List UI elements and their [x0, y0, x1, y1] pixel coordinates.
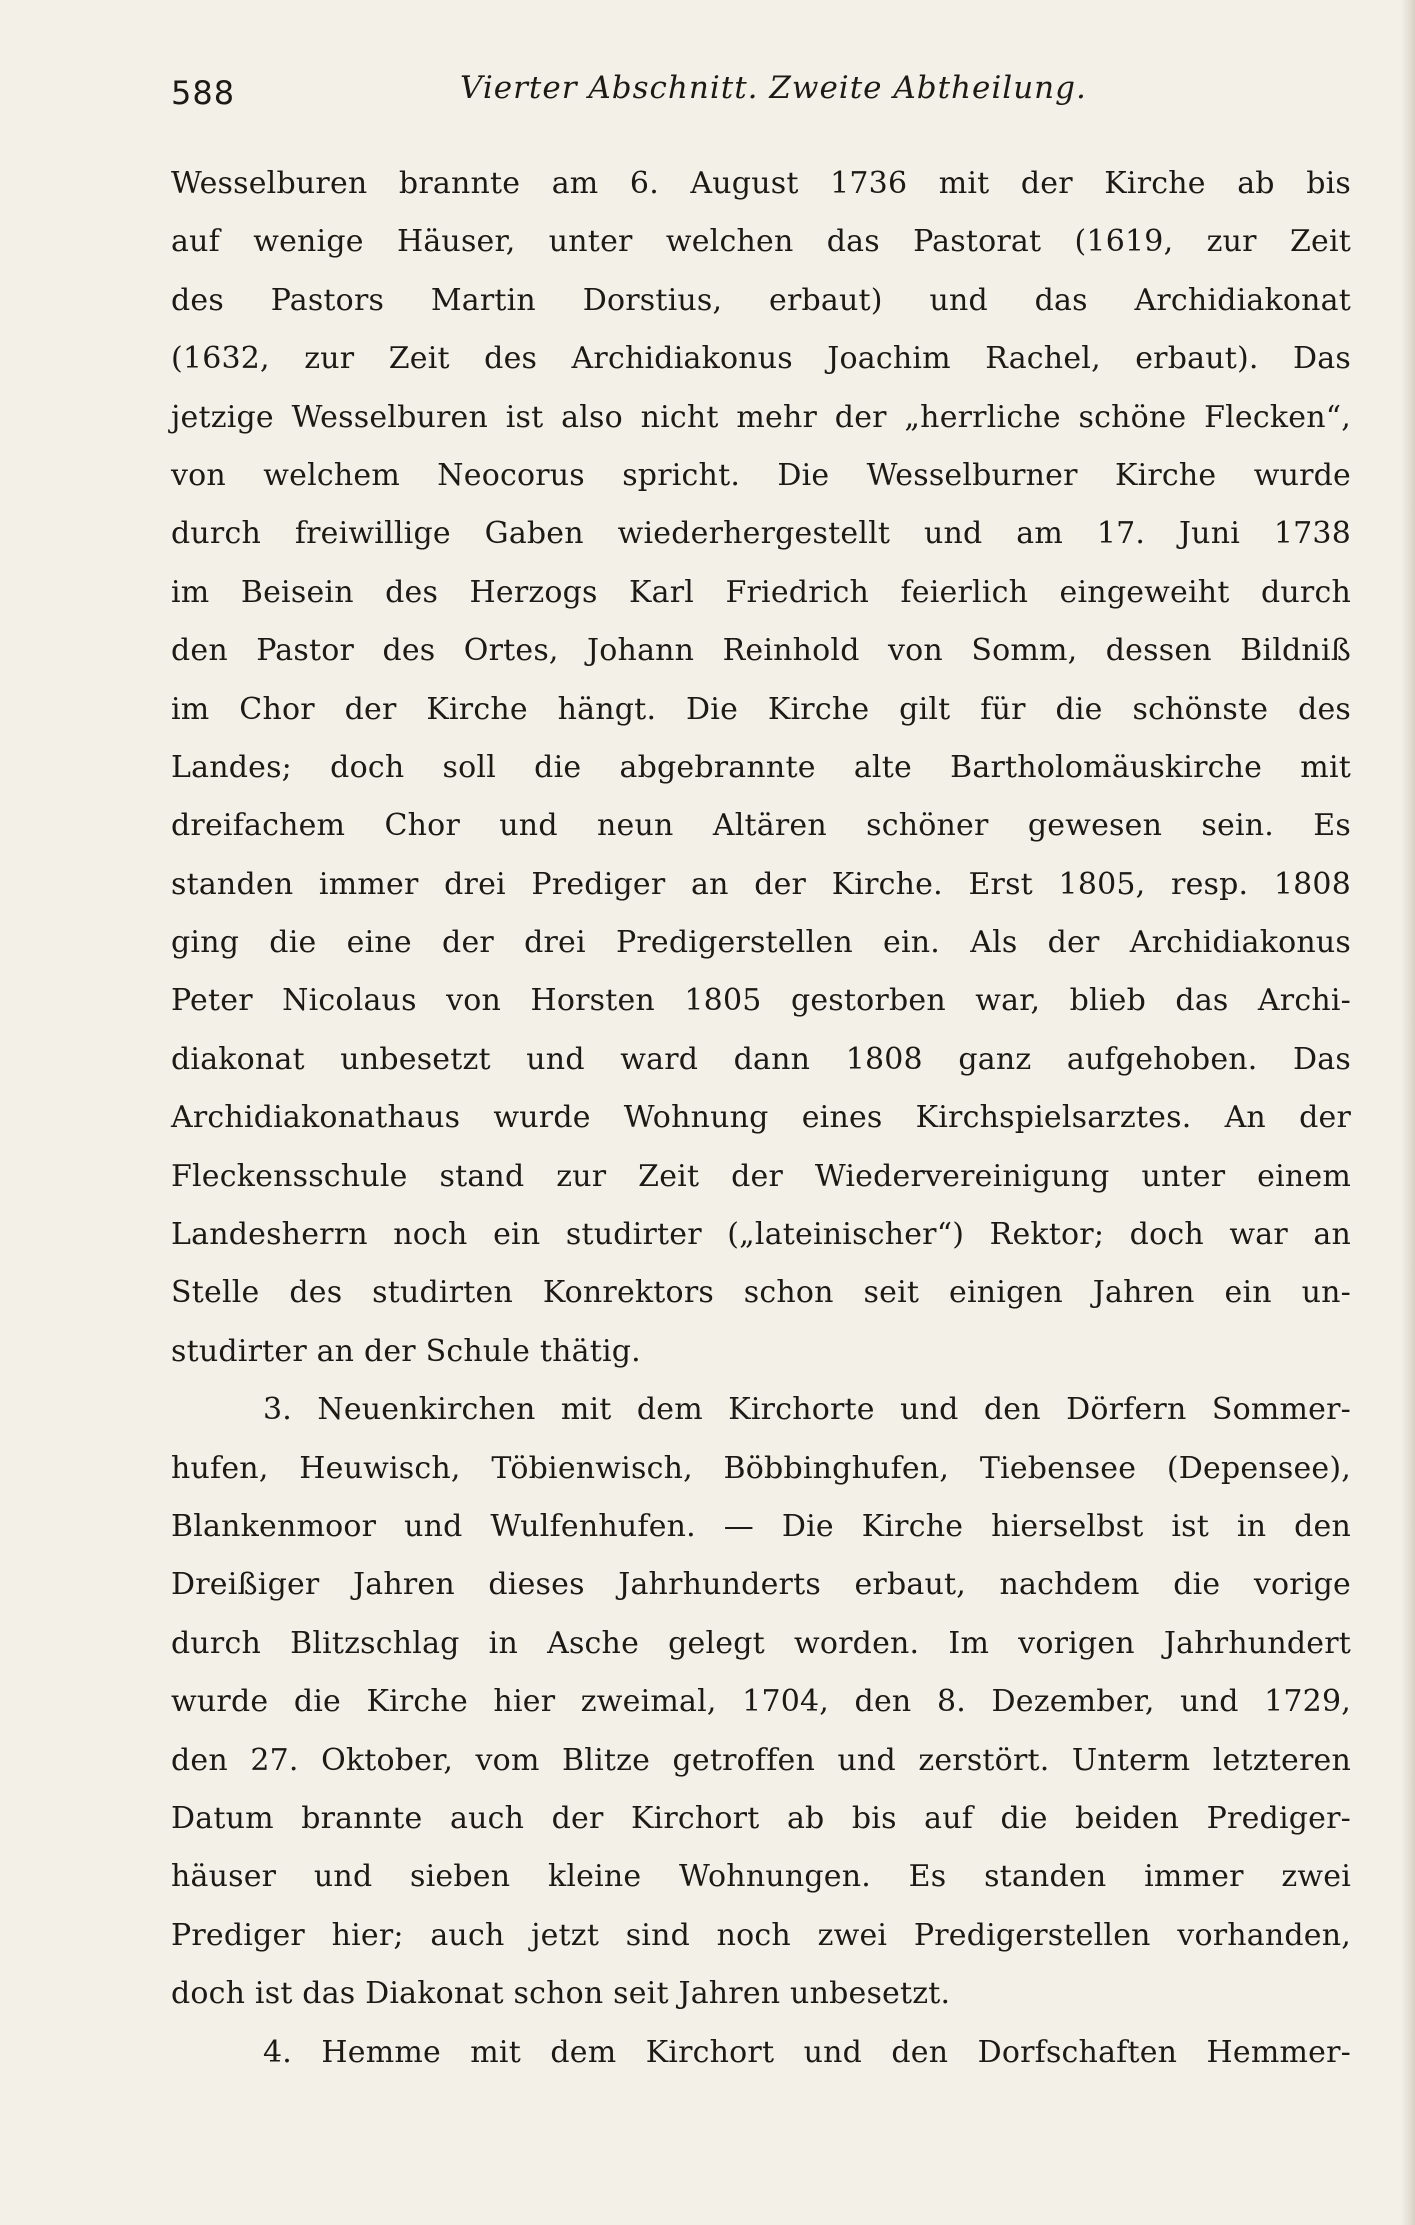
- text-line: diakonat unbesetzt und ward dann 1808 ganz aufgehoben. Das: [171, 1041, 1351, 1077]
- page-number: 588: [171, 74, 236, 112]
- text-line: Datum brannte auch der Kirchort ab bis auf die beiden Prediger-: [171, 1800, 1351, 1836]
- text-line: durch freiwillige Gaben wiederhergestellt und am 17. Juni 1738: [171, 516, 1351, 552]
- text-line: Dreißiger Jahren dieses Jahrhunderts erbaut, nachdem die vorige: [171, 1567, 1351, 1603]
- text-line: Peter Nicolaus von Horsten 1805 gestorben war, blieb das Archi-: [171, 983, 1351, 1019]
- section-heading-line: 4. Hemme mit dem Kirchort und den Dorfschaften Hemmer-: [263, 2034, 1351, 2070]
- text-line: Landesherrn noch ein studirter („lateinischer“) Rektor; doch war an: [171, 1217, 1351, 1253]
- text-line: jetzige Wesselburen ist also nicht mehr der „herrliche schöne Flecken“,: [171, 399, 1351, 435]
- text-line: den Pastor des Ortes, Johann Reinhold von Somm, dessen Bildniß: [171, 633, 1351, 669]
- text-line: Stelle des studirten Konrektors schon seit einigen Jahren ein un-: [171, 1275, 1351, 1311]
- text-line: auf wenige Häuser, unter welchen das Pastorat (1619, zur Zeit: [171, 224, 1351, 260]
- page-header: [171, 70, 1286, 120]
- text-line: Prediger hier; auch jetzt sind noch zwei Predigerstellen vorhanden,: [171, 1917, 1351, 1953]
- text-line: wurde die Kirche hier zweimal, 1704, den 8. Dezember, und 1729,: [171, 1684, 1351, 1720]
- text-line: (1632, zur Zeit des Archidiakonus Joachim Rachel, erbaut). Das: [171, 341, 1351, 377]
- text-line: im Beisein des Herzogs Karl Friedrich feierlich eingeweiht durch: [171, 574, 1351, 610]
- running-head: Vierter Abschnitt. Zweite Abtheilung.: [460, 70, 1087, 106]
- text-line: durch Blitzschlag in Asche gelegt worden. Im vorigen Jahrhundert: [171, 1625, 1351, 1661]
- text-line: Archidiakonathaus wurde Wohnung eines Kirchspielsarztes. An der: [171, 1100, 1351, 1136]
- text-line: Fleckensschule stand zur Zeit der Wiedervereinigung unter einem: [171, 1158, 1351, 1194]
- text-line: hufen, Heuwisch, Töbienwisch, Böbbinghufen, Tiebensee (Depensee),: [171, 1450, 1351, 1486]
- text-line: Blankenmoor und Wulfenhufen. — Die Kirche hierselbst ist in den: [171, 1508, 1351, 1544]
- text-line: des Pastors Martin Dorstius, erbaut) und das Archidiakonat: [171, 282, 1351, 318]
- text-line: standen immer drei Prediger an der Kirche. Erst 1805, resp. 1808: [171, 866, 1351, 902]
- text-line: von welchem Neocorus spricht. Die Wesselburner Kirche wurde: [171, 457, 1351, 493]
- section-heading-line: 3. Neuenkirchen mit dem Kirchorte und den Dörfern Sommer-: [263, 1392, 1351, 1428]
- text-line: Wesselburen brannte am 6. August 1736 mit der Kirche ab bis: [171, 166, 1351, 201]
- text-line: dreifachem Chor und neun Altären schöner gewesen sein. Es: [171, 808, 1351, 844]
- page-edge-shadow: [1401, 0, 1415, 2225]
- paragraph-end-line: studirter an der Schule thätig.: [171, 1333, 641, 1369]
- text-line: Landes; doch soll die abgebrannte alte Bartholomäuskirche mit: [171, 749, 1351, 785]
- paragraph-end-line: doch ist das Diakonat schon seit Jahren unbesetzt.: [171, 1976, 951, 2012]
- body-text: [171, 155, 1351, 2082]
- text-line: den 27. Oktober, vom Blitze getroffen und zerstört. Unterm letzteren: [171, 1742, 1351, 1778]
- text-line: ging die eine der drei Predigerstellen ein. Als der Archidiakonus: [171, 925, 1351, 961]
- text-line: häuser und sieben kleine Wohnungen. Es standen immer zwei: [171, 1859, 1351, 1895]
- text-line: im Chor der Kirche hängt. Die Kirche gilt für die schönste des: [171, 691, 1351, 727]
